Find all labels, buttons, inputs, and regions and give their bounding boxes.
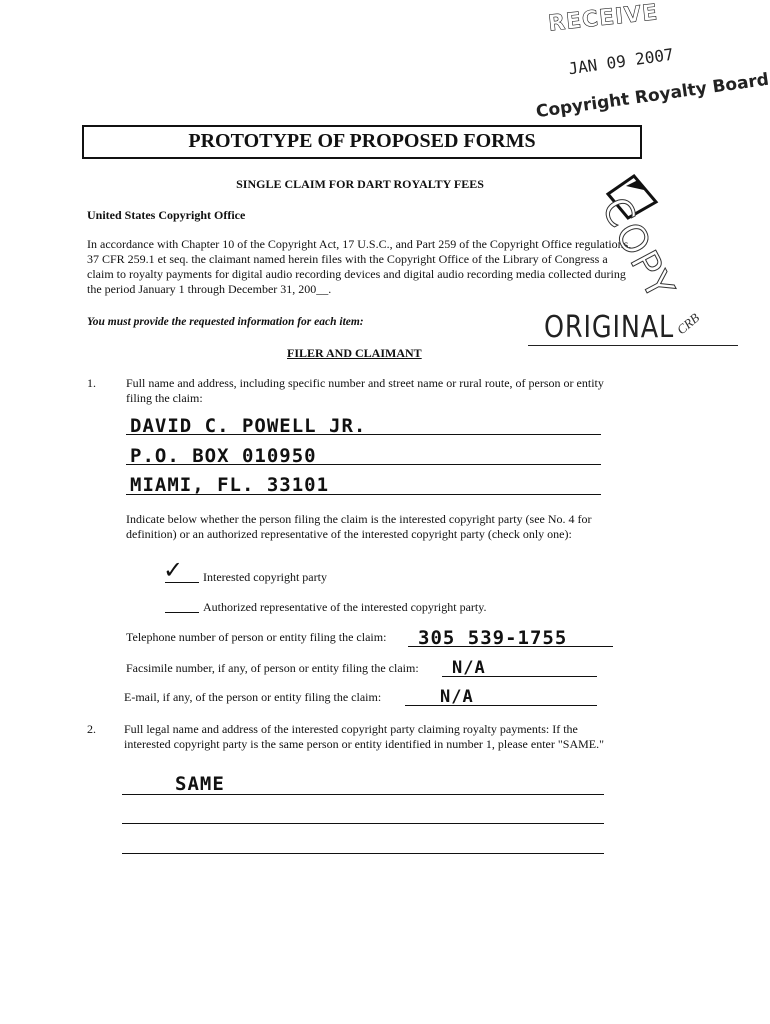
form-subtitle: SINGLE CLAIM FOR DART ROYALTY FEES: [236, 177, 484, 191]
claimant-address-line2: MIAMI, FL. 33101: [130, 474, 330, 496]
original-underline: [528, 345, 738, 346]
option-interested-party: Interested copyright party: [203, 570, 327, 584]
item1-text: Full name and address, including specific number and street name or rural route, of person or entity filing the claim:: [126, 376, 604, 405]
item2-line2: [122, 823, 604, 824]
item-number: 1.: [87, 376, 96, 390]
page-title: PROTOTYPE OF PROPOSED FORMS: [188, 130, 536, 152]
claimant-name: DAVID C. POWELL JR.: [130, 415, 367, 437]
instruction: You must provide the requested information for each item:: [87, 316, 364, 328]
phone-label: Telephone number of person or entity filing the claim:: [126, 630, 387, 644]
email-line: [405, 705, 597, 706]
option-authorized-representative: Authorized representative of the interested copyright party.: [203, 600, 487, 614]
received-stamp: RECEIVE: [546, 0, 660, 37]
fax-line: [442, 676, 597, 677]
item2-answer: SAME: [175, 773, 225, 795]
email-value: N/A: [440, 687, 474, 707]
address-line1: [126, 464, 601, 465]
email-label: E-mail, if any, of the person or entity filing the claim:: [124, 690, 382, 704]
option2-blank: [165, 612, 199, 613]
section-title: FILER AND CLAIMANT: [287, 346, 422, 360]
copy-mark: COPY: [593, 190, 684, 308]
item-number: 2.: [87, 722, 96, 736]
claimant-address-line1: P.O. BOX 010950: [130, 445, 317, 467]
item2-line1: [122, 794, 604, 795]
address-line2: [126, 494, 601, 495]
item2-text: Full legal name and address of the interested copyright party claiming royalty payments: If the interested copyright party is the same person or entity identified in number 1, please enter "SAME.": [124, 722, 605, 751]
intro-paragraph: In accordance with Chapter 10 of the Copyright Act, 17 U.S.C., and Part 259 of the Copyright Office regulations, 37 CFR 259.1 et seq. the claimant named herein files with the Copyright Office of the Library of Congress a claim to royalty payments for digital audio recording devices and digital audio recording media collected during the period January 1 through December 31, 200__.: [87, 237, 632, 296]
name-line: [126, 434, 601, 435]
item2-line3: [122, 853, 604, 854]
received-date-stamp: JAN 09 2007: [567, 44, 675, 79]
copyright-royalty-board-stamp: Copyright Royalty Board: [534, 69, 770, 123]
phone-line: [408, 646, 613, 647]
copy-note: CRB: [673, 309, 703, 338]
fax-value: N/A: [452, 658, 486, 678]
original-mark: ORIGINAL: [544, 310, 675, 345]
office-name: United States Copyright Office: [87, 208, 246, 222]
phone-value: 305 539-1755: [418, 627, 568, 649]
check-mark-icon: ✓: [163, 558, 184, 584]
fax-label: Facsimile number, if any, of person or entity filing the claim:: [126, 661, 419, 675]
indicate-text: Indicate below whether the person filing the claim is the interested copyright party (see No. 4 for definition) or an authorized representative of the interested copyright party (check only one):: [126, 512, 592, 541]
option1-blank: [165, 582, 199, 583]
